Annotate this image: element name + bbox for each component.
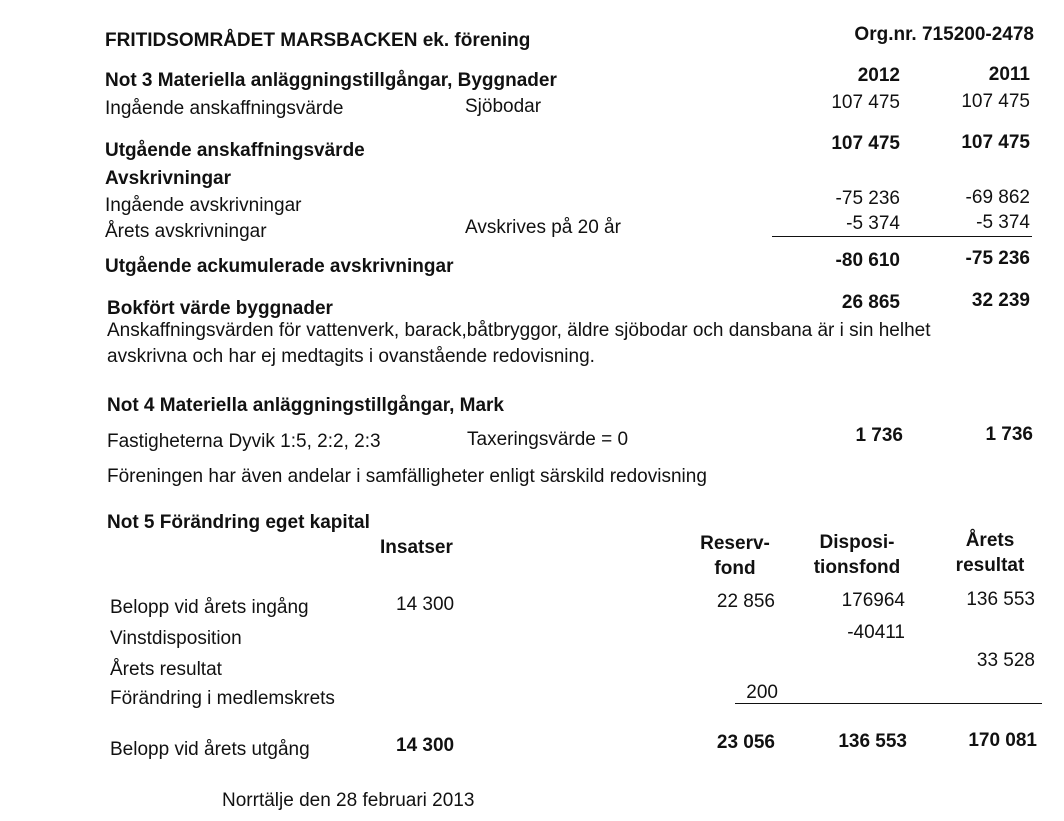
note5-row4-reserv: 200 <box>746 682 778 703</box>
note3-avskrivningar-heading: Avskrivningar <box>105 168 232 189</box>
place-and-date: Norrtälje den 28 februari 2013 <box>222 790 475 811</box>
note5-col-dispo-2: tionsfond <box>813 557 901 578</box>
note3-row2-v2: 107 475 <box>961 132 1030 153</box>
note3-row4-v2: -5 374 <box>976 212 1030 233</box>
note5-col-dispo-1: Disposi- <box>819 532 895 553</box>
note5-row1-arets: 136 553 <box>966 589 1035 610</box>
note3-year-2012: 2012 <box>857 65 900 86</box>
note5-col-insatser: Insatser <box>380 537 453 558</box>
note5-row4-label: Förändring i medlemskrets <box>110 688 335 709</box>
note4-heading: Not 4 Materiella anläggningstillgångar, Mark <box>107 395 504 416</box>
note3-text-line1: Anskaffningsvärden för vattenverk, barack,båtbryggor, äldre sjöbodar och dansbana är i sin helhet <box>107 320 931 341</box>
note5-col-arets-2: resultat <box>955 555 1025 576</box>
note5-row1-label: Belopp vid årets ingång <box>110 597 309 618</box>
note5-row2-dispo: -40411 <box>847 622 905 643</box>
note3-year-2011: 2011 <box>988 64 1030 85</box>
note5-row3-arets: 33 528 <box>976 650 1035 671</box>
note3-row1-label: Ingående anskaffningsvärde <box>105 98 344 119</box>
note5-row5-dispo: 136 553 <box>838 731 907 752</box>
note3-row6-v1: 26 865 <box>841 292 900 313</box>
note4-row1-v2: 1 736 <box>985 424 1033 445</box>
note3-row3-v2: -69 862 <box>965 187 1030 208</box>
note3-row4-v1: -5 374 <box>846 213 900 234</box>
note5-row5-label: Belopp vid årets utgång <box>110 739 310 760</box>
note3-row2-label: Utgående anskaffningsvärde <box>105 140 365 161</box>
note3-row5-label: Utgående ackumulerade avskrivningar <box>105 256 454 277</box>
note3-row5-v1: -80 610 <box>835 250 900 271</box>
note5-col-reserv-1: Reserv- <box>700 533 770 554</box>
note5-row5-insatser: 14 300 <box>396 735 455 756</box>
note5-row2-label: Vinstdisposition <box>110 628 242 649</box>
note5-row5-reserv: 23 056 <box>716 732 775 753</box>
note5-heading: Not 5 Förändring eget kapital <box>107 512 370 533</box>
note3-row4-label: Årets avskrivningar <box>105 221 267 242</box>
note3-row6-label: Bokfört värde byggnader <box>107 298 333 319</box>
note5-col-reserv-2: fond <box>714 558 756 579</box>
note5-row5-arets: 170 081 <box>968 730 1037 751</box>
note3-heading: Not 3 Materiella anläggningstillgångar, Byggnader <box>105 70 557 91</box>
note4-row1-label: Fastigheterna Dyvik 1:5, 2:2, 2:3 <box>107 431 381 452</box>
document-title: FRITIDSOMRÅDET MARSBACKEN ek. förening <box>105 30 531 51</box>
note3-row1-sub: Sjöbodar <box>465 96 542 117</box>
reserv-underline <box>735 703 780 704</box>
note3-row3-v1: -75 236 <box>835 188 900 209</box>
note4-text: Föreningen har även andelar i samfälligheter enligt särskild redovisning <box>107 466 707 487</box>
note5-row1-reserv: 22 856 <box>716 591 775 612</box>
note4-row1-sub: Taxeringsvärde = 0 <box>467 429 629 450</box>
note3-row5-v2: -75 236 <box>965 248 1030 269</box>
note3-row6-v2: 32 239 <box>971 290 1030 311</box>
org-number: Org.nr. 715200-2478 <box>854 24 1034 45</box>
note3-row2-v1: 107 475 <box>831 133 900 154</box>
sum-underline <box>772 236 1032 237</box>
note3-text-line2: avskrivna och har ej medtagits i ovanstående redovisning. <box>107 346 595 367</box>
note5-row1-dispo: 176964 <box>841 590 905 611</box>
note5-row1-insatser: 14 300 <box>396 594 455 615</box>
note4-row1-v1: 1 736 <box>855 425 903 446</box>
totals-underline <box>780 703 1042 704</box>
note3-row3-label: Ingående avskrivningar <box>105 195 302 216</box>
note3-row1-v1: 107 475 <box>831 92 900 113</box>
note5-col-arets-1: Årets <box>965 530 1015 551</box>
note3-row1-v2: 107 475 <box>961 91 1030 112</box>
note5-row3-label: Årets resultat <box>110 659 222 680</box>
note3-row4-sub: Avskrives på 20 år <box>465 217 621 238</box>
